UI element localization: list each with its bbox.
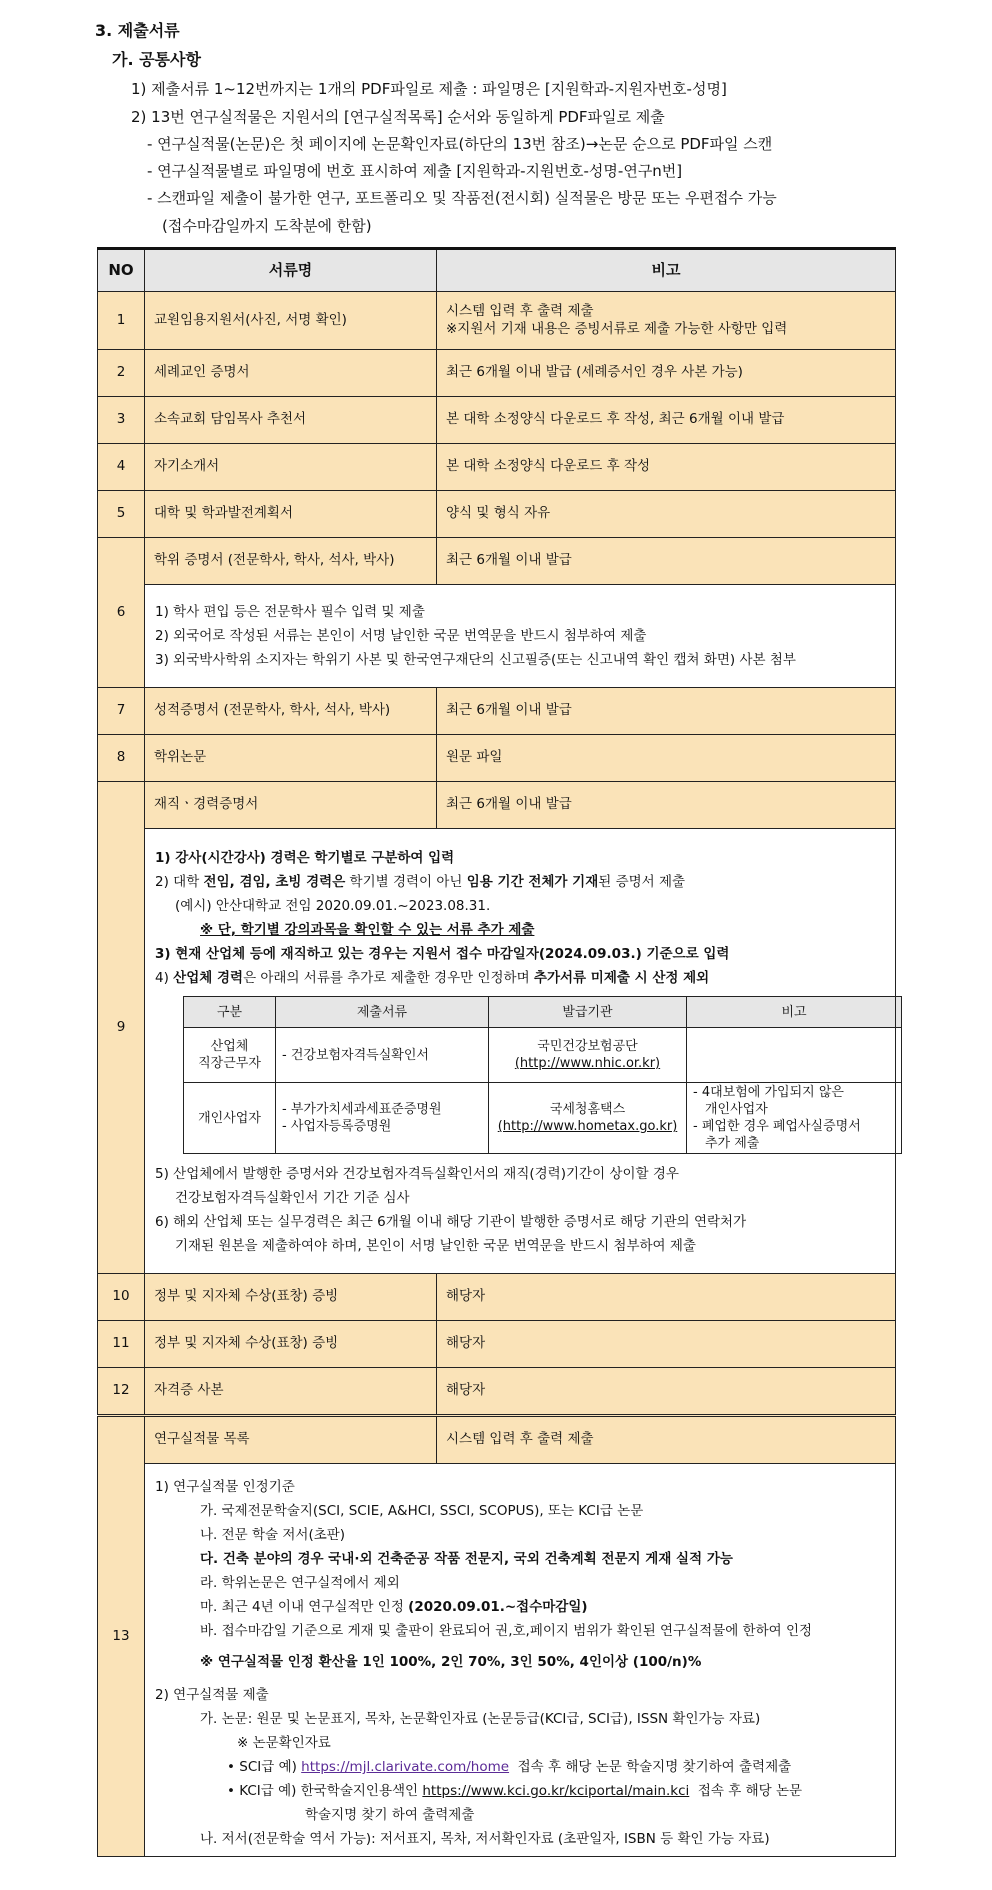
inner-header: 구분: [184, 997, 276, 1028]
row-name: 자격증 사본: [145, 1368, 437, 1416]
table-notes-row: [98, 585, 896, 688]
row-no: 12: [98, 1368, 145, 1416]
note-line: 2) 외국어로 작성된 서류는 본인이 서명 날인한 국문 번역문을 반드시 첨부하여 제출: [155, 628, 647, 644]
row-remark: 본 대학 소정양식 다운로드 후 작성: [437, 444, 896, 491]
row-name: 학위논문: [145, 735, 437, 782]
row-notes: [145, 1464, 896, 1857]
industry-career-table: [183, 996, 902, 1154]
subsection-title: 가. 공통사항: [112, 50, 201, 69]
note-line: 마. 최근 4년 이내 연구실적만 인정 (2020.09.01.~접수마감일): [200, 1599, 588, 1615]
row-no: 11: [98, 1321, 145, 1368]
row-notes: [145, 829, 896, 1274]
sci-link[interactable]: https://mjl.clarivate.com/home: [301, 1759, 510, 1775]
row-name: 대학 및 학과발전계획서: [145, 491, 437, 538]
row-remark: 양식 및 형식 자유: [437, 491, 896, 538]
row-name: 연구실적물 목록: [145, 1416, 437, 1464]
intro-line-3: - 연구실적물(논문)은 첫 페이지에 논문확인자료(하단의 13번 참조)→논문 순으로 PDF파일 스캔: [147, 135, 773, 153]
row-no: 10: [98, 1274, 145, 1321]
inner-remark: [687, 1028, 902, 1083]
inner-issuer: 국세청홈택스 (http://www.hometax.go.kr): [489, 1083, 687, 1154]
row-no: 4: [98, 444, 145, 491]
note-line: 학술지명 찾기 하여 출력제출: [305, 1807, 475, 1823]
row-notes: [145, 585, 896, 688]
table-row: [98, 688, 896, 735]
table-row: [98, 1321, 896, 1368]
row-name: 교원임용지원서(사진, 서명 확인): [145, 292, 437, 350]
section-title: 3. 제출서류: [95, 21, 180, 40]
row-no: 3: [98, 397, 145, 444]
note-line: 가. 논문: 원문 및 논문표지, 목차, 논문확인자료 (논문등급(KCI급, SCI급), ISSN 확인가능 자료): [200, 1711, 761, 1727]
intro-line-2: 2) 13번 연구실적물은 지원서의 [연구실적목록] 순서와 동일하게 PDF파일로 제출: [131, 108, 665, 126]
note-line: 라. 학위논문은 연구실적에서 제외: [200, 1575, 400, 1591]
row-remark: 해당자: [437, 1321, 896, 1368]
row-no: 13: [98, 1416, 145, 1857]
intro-line-6: (접수마감일까지 도착분에 한함): [162, 217, 372, 235]
note-line: 6) 해외 산업체 또는 실무경력은 최근 6개월 이내 해당 기관이 발행한 증명서로 해당 기관의 연락처가: [155, 1214, 747, 1230]
row-remark: [437, 292, 896, 350]
inner-header: 비고: [687, 997, 902, 1028]
note-line: ※ 논문확인자료: [237, 1735, 331, 1751]
note-line: • SCI급 예) https://mjl.clarivate.com/home 접속 후 해당 논문 학술지명 찾기하여 출력제출: [227, 1759, 792, 1775]
header-no: NO: [98, 249, 145, 292]
table-row: [98, 1274, 896, 1321]
table-row: [98, 350, 896, 397]
row-remark-line: 시스템 입력 후 출력 제출: [446, 302, 594, 319]
row-no: 6: [98, 538, 145, 688]
note-line: 건강보험자격득실확인서 기간 기준 심사: [175, 1190, 410, 1206]
row-name: 성적증명서 (전문학사, 학사, 석사, 박사): [145, 688, 437, 735]
note-line: (예시) 안산대학교 전임 2020.09.01.~2023.08.31.: [175, 898, 491, 914]
table-row: [98, 444, 896, 491]
inner-issuer: 국민건강보험공단 (http://www.nhic.or.kr): [489, 1028, 687, 1083]
row-name: 학위 증명서 (전문학사, 학사, 석사, 박사): [145, 538, 437, 585]
row-name: 재직ㆍ경력증명서: [145, 782, 437, 829]
inner-type: 산업체 직장근무자: [184, 1028, 276, 1083]
note-line: 나. 전문 학술 저서(초판): [200, 1527, 346, 1543]
row-name: 자기소개서: [145, 444, 437, 491]
inner-header-row: [184, 997, 902, 1028]
row-no: 7: [98, 688, 145, 735]
row-remark: 최근 6개월 이내 발급: [437, 538, 896, 585]
table-row: [98, 491, 896, 538]
row-remark: 해당자: [437, 1274, 896, 1321]
table-row: [98, 1368, 896, 1416]
row-remark: 본 대학 소정양식 다운로드 후 작성, 최근 6개월 이내 발급: [437, 397, 896, 444]
note-line: • KCI급 예) 한국학술지인용색인 https://www.kci.go.kr/kciportal/main.kci 접속 후 해당 논문: [227, 1783, 803, 1799]
table-notes-row: [98, 1464, 896, 1857]
table-row: [98, 397, 896, 444]
row-remark-line: ※지원서 기재 내용은 증빙서류로 제출 가능한 사항만 입력: [446, 320, 788, 337]
kci-link[interactable]: https://www.kci.go.kr/kciportal/main.kci: [422, 1783, 690, 1799]
note-line: 5) 산업체에서 발행한 증명서와 건강보험자격득실확인서의 재직(경력)기간이 상이할 경우: [155, 1166, 679, 1182]
note-line: 2) 연구실적물 제출: [155, 1687, 269, 1703]
note-line: 1) 학사 편입 등은 전문학사 필수 입력 및 제출: [155, 604, 425, 620]
table-header-row: [98, 249, 896, 292]
row-remark: 해당자: [437, 1368, 896, 1416]
row-no: 8: [98, 735, 145, 782]
row-remark: 최근 6개월 이내 발급: [437, 782, 896, 829]
table-row: [98, 1416, 896, 1464]
note-line: 다. 건축 분야의 경우 국내·외 건축준공 작품 전문지, 국외 건축계획 전문지 게재 실적 가능: [200, 1551, 733, 1567]
note-line: 3) 외국박사학위 소지자는 학위기 사본 및 한국연구재단의 신고필증(또는 신고내역 확인 캡쳐 화면) 사본 첨부: [155, 652, 796, 668]
note-line: 나. 저서(전문학술 역서 가능): 저서표지, 목차, 저서확인자료 (초판일자, ISBN 등 확인 가능 자료): [200, 1831, 770, 1847]
note-line: 기재된 원본을 제출하여야 하며, 본인이 서명 날인한 국문 번역문을 반드시 첨부하여 제출: [175, 1238, 696, 1254]
row-name: 세례교인 증명서: [145, 350, 437, 397]
note-line: ※ 단, 학기별 강의과목을 확인할 수 있는 서류 추가 제출: [200, 922, 535, 938]
note-line: 1) 연구실적물 인정기준: [155, 1479, 295, 1495]
inner-header: 제출서류: [276, 997, 489, 1028]
note-line: ※ 연구실적물 인정 환산율 1인 100%, 2인 70%, 3인 50%, 4인이상 (100/n)%: [200, 1654, 702, 1670]
row-no: 1: [98, 292, 145, 350]
note-line: 2) 대학 전임, 겸임, 초빙 경력은 학기별 경력이 아닌 임용 기간 전체가 기재된 증명서 제출: [155, 874, 686, 890]
row-remark: 최근 6개월 이내 발급 (세례증서인 경우 사본 가능): [437, 350, 896, 397]
row-remark: 원문 파일: [437, 735, 896, 782]
inner-docs: - 부가가치세과세표준증명원 - 사업자등록증명원: [276, 1083, 489, 1154]
header-name: 서류명: [145, 249, 437, 292]
inner-row: [184, 1083, 902, 1154]
intro-line-1: 1) 제출서류 1~12번까지는 1개의 PDF파일로 제출 : 파일명은 [지원학과-지원자번호-성명]: [131, 80, 727, 98]
inner-row: [184, 1028, 902, 1083]
inner-docs: - 건강보험자격득실확인서: [276, 1028, 489, 1083]
row-no: 2: [98, 350, 145, 397]
table-row: [98, 292, 896, 350]
row-name: 정부 및 지자체 수상(표창) 증빙: [145, 1274, 437, 1321]
inner-header: 발급기관: [489, 997, 687, 1028]
intro-line-4: - 연구실적물별로 파일명에 번호 표시하여 제출 [지원학과-지원번호-성명-연구n번]: [147, 162, 683, 180]
documents-table: [97, 247, 896, 1857]
row-no: 5: [98, 491, 145, 538]
inner-remark: - 4대보험에 가입되지 않은 개인사업자 - 폐업한 경우 폐업사실증명서 추가 제출: [687, 1083, 902, 1154]
table-row: [98, 735, 896, 782]
note-line: 1) 강사(시간강사) 경력은 학기별로 구분하여 입력: [155, 850, 455, 866]
row-name: 정부 및 지자체 수상(표창) 증빙: [145, 1321, 437, 1368]
table-notes-row: [98, 829, 896, 1274]
row-remark: 최근 6개월 이내 발급: [437, 688, 896, 735]
table-row: [98, 538, 896, 585]
inner-type: 개인사업자: [184, 1083, 276, 1154]
row-remark: 시스템 입력 후 출력 제출: [437, 1416, 896, 1464]
header-remark: 비고: [437, 249, 896, 292]
note-line: 가. 국제전문학술지(SCI, SCIE, A&HCI, SSCI, SCOPUS), 또는 KCI급 논문: [200, 1503, 644, 1519]
note-line: 4) 산업체 경력은 아래의 서류를 추가로 제출한 경우만 인정하며 추가서류 미제출 시 산정 제외: [155, 970, 710, 986]
table-row: [98, 782, 896, 829]
row-no: 9: [98, 782, 145, 1274]
note-line: 3) 현재 산업체 등에 재직하고 있는 경우는 지원서 접수 마감일자(2024.09.03.) 기준으로 입력: [155, 946, 730, 962]
note-line: 바. 접수마감일 기준으로 게재 및 출판이 완료되어 권,호,페이지 범위가 확인된 연구실적물에 한하여 인정: [200, 1623, 813, 1639]
intro-line-5: - 스캔파일 제출이 불가한 연구, 포트폴리오 및 작품전(전시회) 실적물은 방문 또는 우편접수 가능: [147, 189, 777, 207]
row-name: 소속교회 담임목사 추천서: [145, 397, 437, 444]
